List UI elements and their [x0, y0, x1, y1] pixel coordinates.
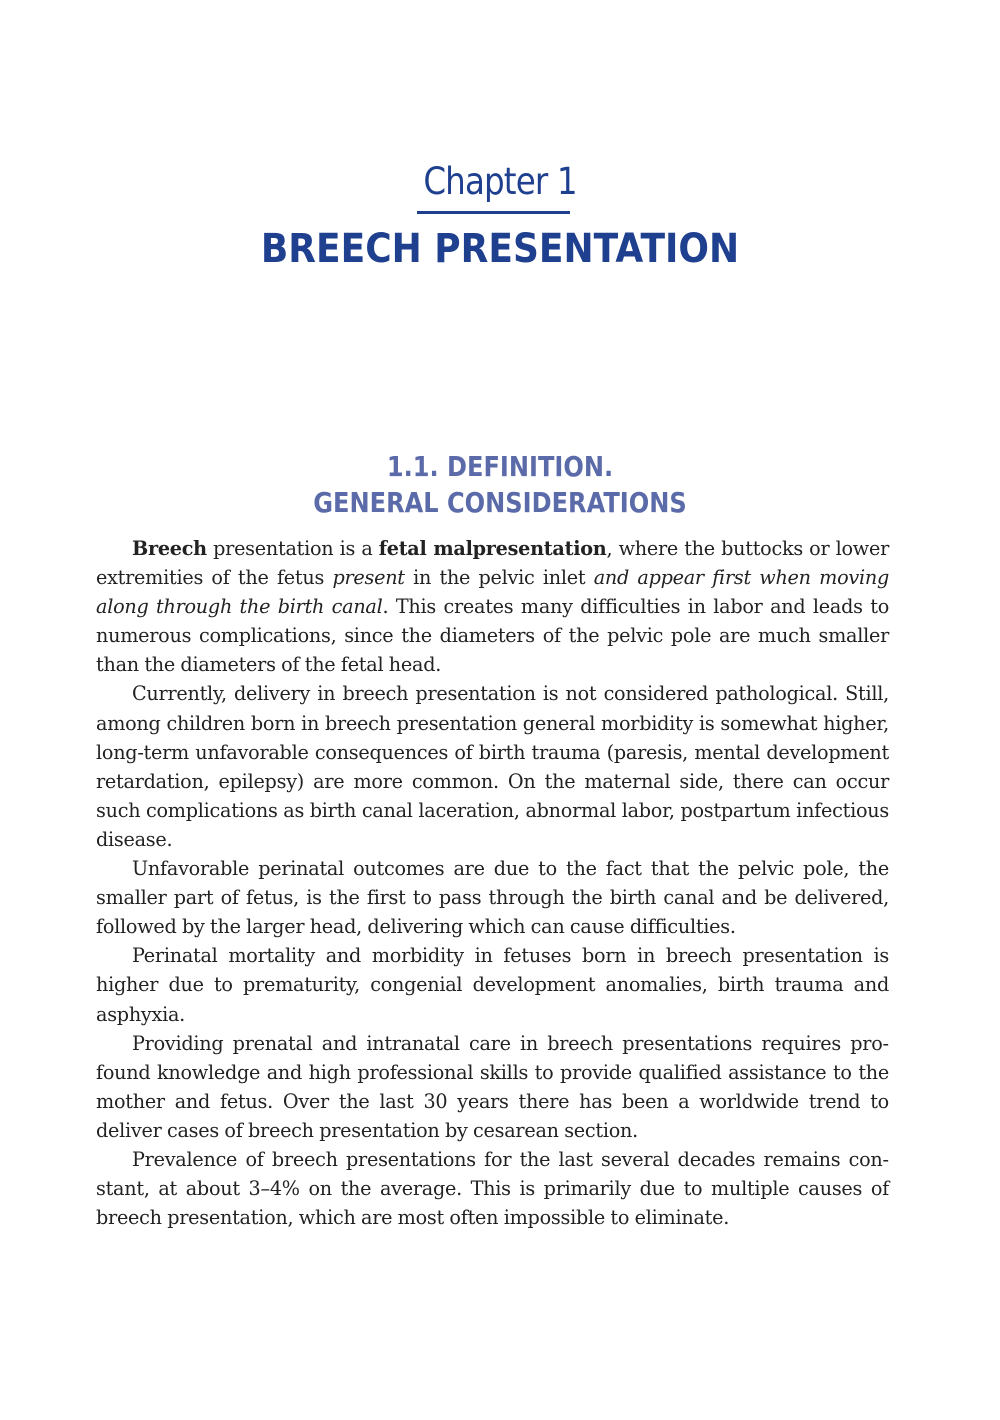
paragraph-1-text-d: . This creates many difficulties in labor and leads to numerous complications, since the diameters of the pelvic pole are much smaller than the diameters of the fetal head. — [96, 595, 889, 677]
section-heading — [70, 449, 930, 521]
section-heading-line-1: 1.1. DEFINITION. — [386, 450, 614, 483]
section-heading-line-2: GENERAL CONSIDERATIONS — [313, 486, 687, 519]
paragraph-1-text-a: presentation is a — [206, 537, 379, 560]
term-fetal-malpresentation: fetal malpresentation — [378, 537, 607, 560]
paragraph-4: Perinatal mortality and morbidity in fetuses born in breech presentation is higher due to prematurity, congenial development anomalies, birth trauma and asphyxia. — [96, 944, 889, 1026]
paragraph-2: Currently, delivery in breech presentation is not considered pathological. Still, among children born in breech presentation general morbidity is somewhat higher, long-term unfavorable consequences of birth trauma (paresis, mental development retardation, epilepsy) are more common. On the maternal side, there can occur such complications as birth canal laceration, abnormal labor, postpartum infectious disease. — [96, 682, 889, 851]
paragraph-6: Prevalence of breech presentations for the last several decades remains constant, at about 3–4% on the average. This is primarily due to multiple causes of breech presentation, which are most often impossible to eliminate. — [96, 1147, 889, 1230]
paragraph-1-text-c: in the pelvic inlet — [404, 566, 594, 590]
paragraph-5: Providing prenatal and intranatal care in breech presentations requires profound knowledge and high professional skills to provide qualified assistance to the mother and fetus. Over the last 30 years there has been a worldwide trend to deliver cases of breech presentation by cesarean section. — [96, 1031, 889, 1142]
chapter-label-text: Chapter 1 — [423, 160, 577, 203]
term-breech: Breech — [132, 537, 207, 560]
paragraph-1 — [96, 534, 889, 679]
chapter-underline — [417, 211, 570, 214]
paragraph-3: Unfavorable perinatal outcomes are due to the fact that the pelvic pole, the smaller part of fetus, is the first to pass through the birth canal and be delivered, followed by the larger head, delivering which can cause difficulties. — [96, 857, 889, 939]
term-present: present — [332, 566, 405, 590]
term-appear-first: and appear first when moving along through the birth canal — [96, 566, 889, 619]
paragraph-1-text-b: , where the buttocks or lower extremities of the fetus — [96, 537, 889, 590]
chapter-title: BREECH PRESENTATION — [260, 226, 740, 272]
body-text — [96, 534, 889, 1232]
chapter-label — [60, 160, 940, 205]
